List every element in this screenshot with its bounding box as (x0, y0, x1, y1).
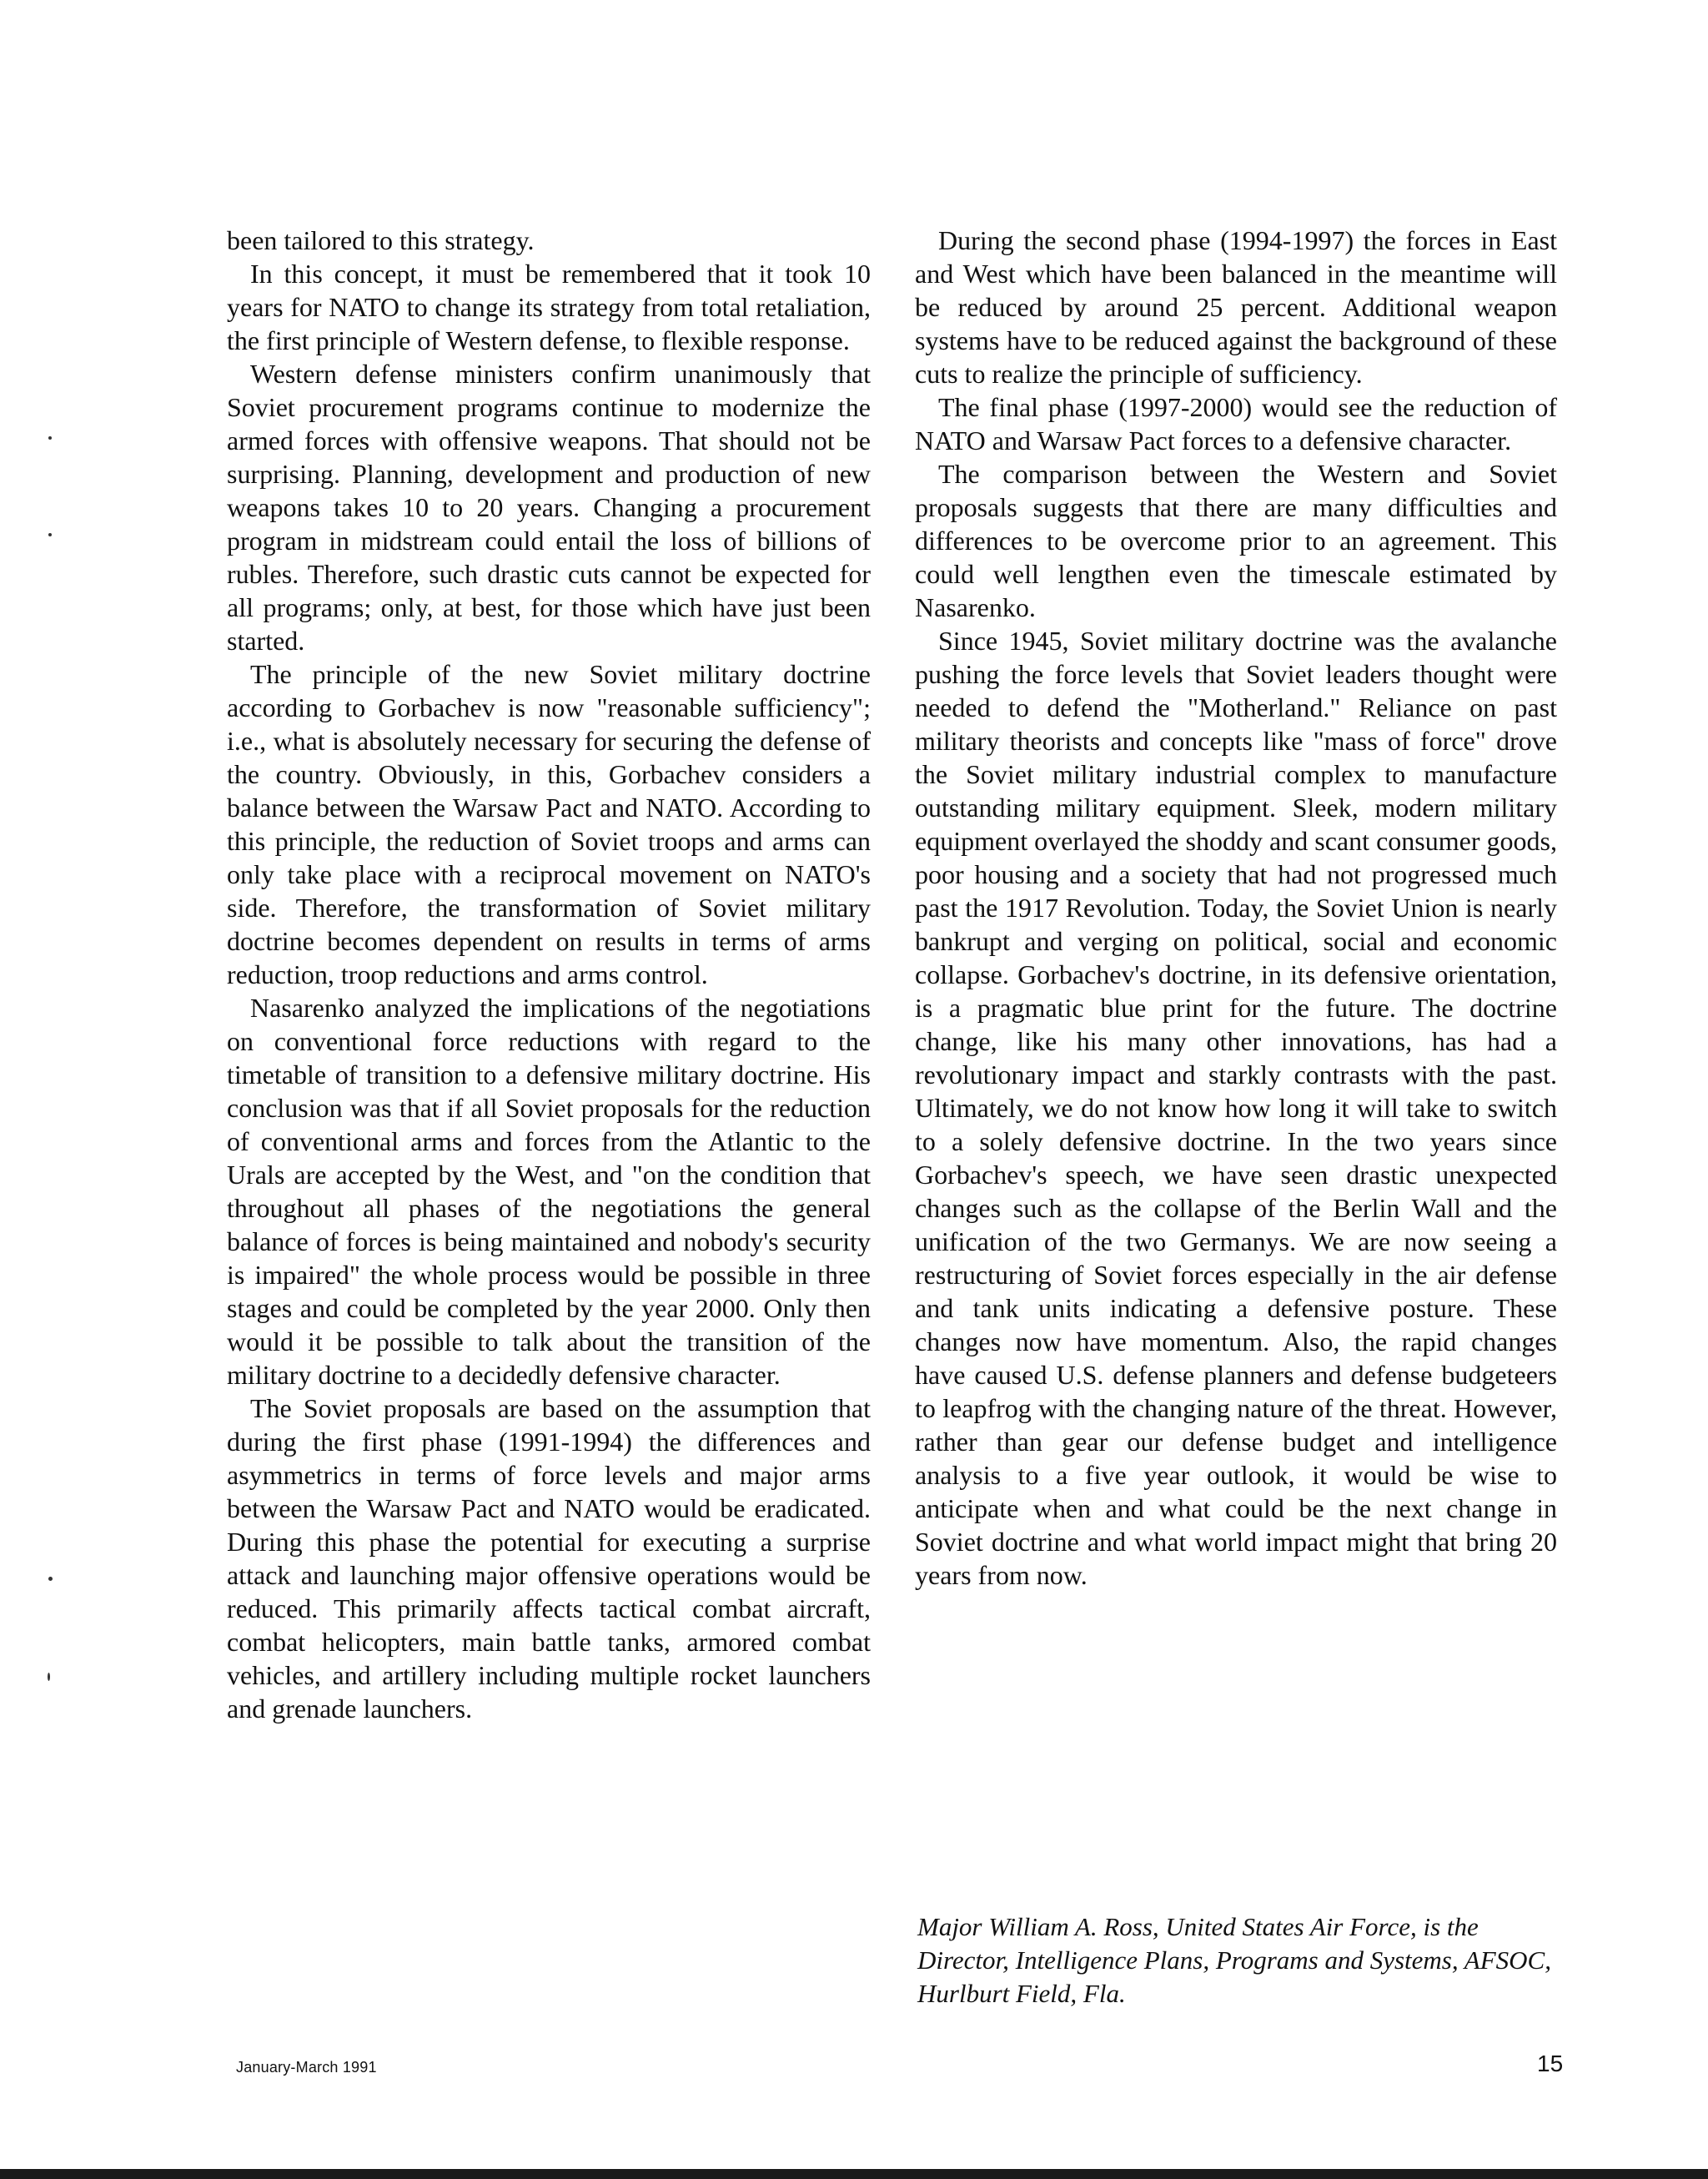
left-text-column (227, 224, 871, 1725)
paragraph: The Soviet proposals are based on the assumption that during the first phase (1991-1994) the differences and asymmetrics in terms of force levels and major arms between the Warsaw Pact and NATO would be eradicated. During this phase the potential for executing a surprise attack and launching major offensive operations would be reduced. This primarily affects tactical combat aircraft, combat helicopters, main battle tanks, armored combat vehicles, and artillery including multiple rocket launchers and grenade launchers. (227, 1393, 871, 1724)
paragraph: The comparison between the Western and Soviet proposals suggests that there are many difficulties and differences to be overcome prior to an agreement. This could well lengthen even the timescale estimated by Nasarenko. (915, 459, 1557, 622)
scan-speck (48, 533, 52, 536)
right-text-column (915, 224, 1557, 1592)
issue-date: January-March 1991 (236, 2059, 377, 2076)
paragraph: The principle of the new Soviet military doctrine according to Gorbachev is now "reasonable sufficiency"; i.e., what is absolutely necessary for securing the defense of the country. Obviously, in this, Gorbachev considers a balance between the Warsaw Pact and NATO. According to this principle, the reduction of Soviet troops and arms can only take place with a reciprocal movement on NATO's side. Therefore, the transformation of Soviet military doctrine becomes dependent on results in terms of arms reduction, troop reductions and arms control. (227, 659, 871, 989)
paragraph: During the second phase (1994-1997) the forces in East and West which have been balanced in the meantime will be reduced by around 25 percent. Additional weapon systems have to be reduced against the background of these cuts to realize the principle of sufficiency. (915, 225, 1557, 389)
paragraph: Nasarenko analyzed the implications of the negotiations on conventional force reductions with regard to the timetable of transition to a defensive military doctrine. His conclusion was that if all Soviet proposals for the reduction of conventional arms and forces from the Atlantic to the Urals are accepted by the West, and "on the condition that throughout all phases of the negotiations the general balance of forces is being maintained and nobody's security is impaired" the whole process would be possible in three stages and could be completed by the year 2000. Only then would it be possible to talk about the transition of the military doctrine to a decidedly defensive character. (227, 993, 871, 1390)
paragraph: The final phase (1997-2000) would see the reduction of NATO and Warsaw Pact forces to a defensive character. (915, 392, 1557, 455)
page-number: 15 (1537, 2051, 1564, 2076)
paragraph: Western defense ministers confirm unanimously that Soviet procurement programs continue to modernize the armed forces with offensive weapons. That should not be surprising. Planning, development and production of new weapons takes 10 to 20 years. Changing a procurement program in midstream could entail the loss of billions of rubles. Therefore, such drastic cuts cannot be expected for all programs; only, at best, for those which have just been started. (227, 359, 871, 656)
scan-bottom-edge (0, 2169, 1708, 2179)
paragraph: been tailored to this strategy. (227, 225, 535, 255)
scan-speck (48, 1673, 50, 1681)
paragraph: In this concept, it must be remembered that it took 10 years for NATO to change its strategy from total retaliation, the first principle of Western defense, to flexible response. (227, 259, 871, 355)
author-byline: Major William A. Ross, United States Air Force, is the Director, Intelligence Plans, Programs and Systems, AFSOC, Hurlburt Field, Fla. (917, 1912, 1551, 2008)
scan-speck (48, 436, 52, 440)
scan-speck (48, 1577, 53, 1581)
paragraph: Since 1945, Soviet military doctrine was the avalanche pushing the force levels that Soviet leaders thought were needed to defend the "Motherland." Reliance on past military theorists and concepts like "mass of force" drove the Soviet military industrial complex to manufacture outstanding military equipment. Sleek, modern military equipment overlayed the shoddy and scant consumer goods, poor housing and a society that had not progressed much past the 1917 Revolution. Today, the Soviet Union is nearly bankrupt and verging on political, social and economic collapse. Gorbachev's doctrine, in its defensive orientation, is a pragmatic blue print for the future. The doctrine change, like his many other innovations, has had a revolutionary impact and starkly contrasts with the past. Ultimately, we do not know how long it will take to switch to a solely defensive doctrine. In the two years since Gorbachev's speech, we have seen drastic unexpected changes such as the collapse of the Berlin Wall and the unification of the two Germanys. We are now seeing a restructuring of Soviet forces especially in the air defense and tank units indicating a defensive posture. These changes now have momentum. Also, the rapid changes have caused U.S. defense planners and defense budgeteers to leapfrog with the changing nature of the threat. However, rather than gear our defense budget and intelligence analysis to a five year outlook, it would be wise to anticipate when and what could be the next change in Soviet doctrine and what world impact might that bring 20 years from now. (915, 626, 1557, 1590)
